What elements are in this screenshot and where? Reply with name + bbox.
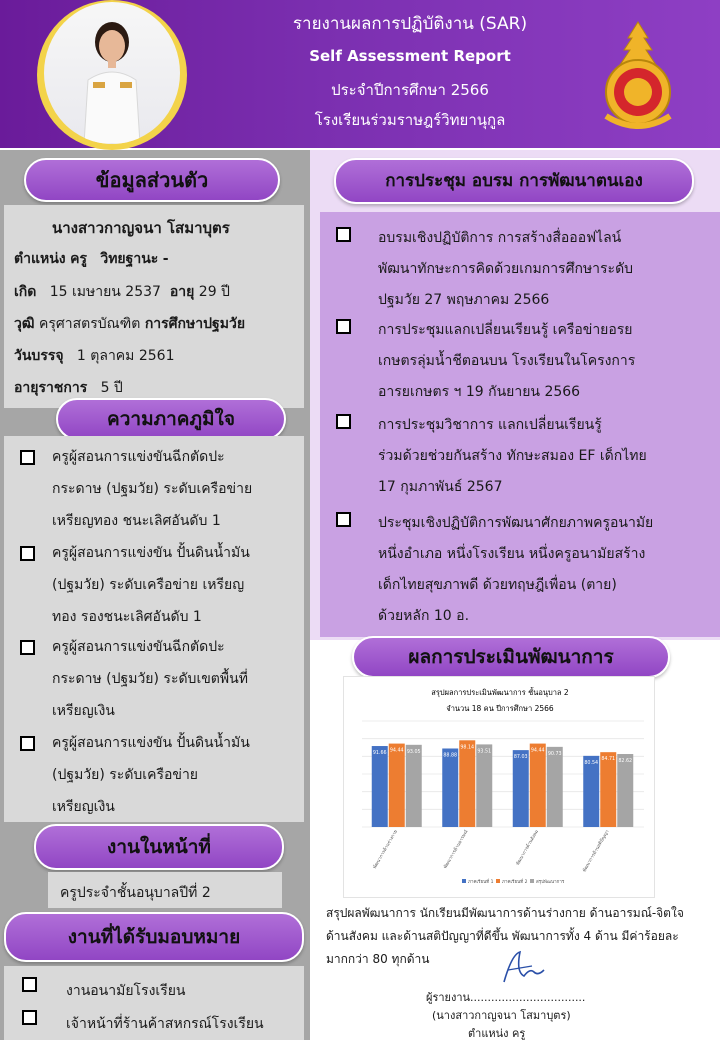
service-row: อายุราชการ 5 ปี [14,380,123,396]
pride-item-line: กระดาษ (ปฐมวัย) ระดับเขตพื้นที่ [52,671,248,687]
assessment-chart [343,676,655,898]
report-title-en: Self Assessment Report [309,47,511,65]
checkbox-bullet-icon [336,227,351,242]
legend-label: สรุปพัฒนาการ [536,880,565,885]
school-name: โรงเรียนร่วมราษฎร์วิทยานุกูล [314,111,506,129]
position-row: ตำแหน่ง ครู วิทยฐานะ - [14,251,169,267]
summary-line: มากกว่า 80 ทุกด้าน [326,952,430,966]
legend-swatch [530,879,534,883]
summary-line: ด้านสังคม และด้านสติปัญญาที่ดีขึ้น พัฒนาการทั้ง 4 ด้าน มีค่าร้อยละ [326,929,679,943]
chart-data-label: 90.73 [547,751,562,757]
checkbox-bullet-icon [20,640,35,655]
pride-item-line: ครูผู้สอนการแข่งขัน ปั้นดินน้ำมัน [52,545,250,561]
academic-year: ประจำปีการศึกษา 2566 [331,81,489,99]
section-personal-heading: ข้อมูลส่วนตัว [24,158,280,202]
checkbox-bullet-icon [20,546,35,561]
training-item-line: อารยเกษตร ฯ 19 กันยายน 2566 [378,384,581,400]
chart-data-label: 93.51 [477,749,492,755]
legend-label: ภาคเรียนที่ 1 [468,880,494,885]
report-title: รายงานผลการปฏิบัติงาน (SAR) [292,14,528,34]
pride-item-line: เหรียญเงิน [52,703,115,719]
section-duty-heading: งานในหน้าที่ [34,824,284,870]
chart-bar [513,750,529,827]
training-item-line: การประชุมวิชาการ แลกเปลี่ยนเรียนรู้ [378,417,602,433]
assigned-item-2: เจ้าหน้าที่ร้านค้าสหกรณ์โรงเรียน [66,1016,264,1032]
chart-data-label: 88.88 [443,753,458,759]
legend-label: ภาคเรียนที่ 2 [502,880,528,885]
chart-data-label: 94.44 [530,748,545,754]
reporter-label: ผู้รายงาน................................. [426,991,586,1004]
summary-line: สรุปผลพัฒนาการ นักเรียนมีพัฒนาการด้านร่างกาย ด้านอารมณ์-จิตใจ [326,906,684,920]
training-item-line: ด้วยหลัก 10 อ. [378,608,470,624]
pride-item-line: ครูผู้สอนการแข่งขัน ปั้นดินน้ำมัน [52,735,250,751]
checkbox-bullet-icon [336,319,351,334]
checkbox-bullet-icon [20,450,35,465]
checkbox-bullet-icon [22,977,37,992]
checkbox-bullet-icon [22,1010,37,1025]
chart-title: สรุปผลการประเมินพัฒนาการ ชั้นอนุบาล 2 [431,688,569,697]
chart-data-label: 87.03 [513,755,528,761]
pride-item-line: (ปฐมวัย) ระดับเครือข่าย [52,767,199,783]
section-assessment-heading: ผลการประเมินพัฒนาการ [352,636,670,678]
training-item-line: พัฒนาทักษะการคิดด้วยเกมการศึกษาระดับ [378,261,634,277]
reporter-position: ตำแหน่ง ครู [468,1027,526,1040]
chart-bar [583,756,599,827]
training-item-line: เกษตรลุ่มน้ำชีตอนบน โรงเรียนในโครงการ [378,353,636,369]
chart-category-label: พัฒนาการด้านสติปัญญา [582,829,611,874]
chart-data-label: 80.54 [584,760,599,766]
chart-category-label: พัฒนาการด้านร่างกาย [372,829,399,870]
checkbox-bullet-icon [336,414,351,429]
duty-text: ครูประจำชั้นอนุบาลปีที่ 2 [60,885,211,901]
pride-item-line: ทอง รองชนะเลิศอันดับ 1 [52,609,202,625]
section-pride-heading: ความภาคภูมิใจ [56,398,286,440]
legend-swatch [462,879,466,883]
chart-category-label: พัฒนาการด้านอารมณ์ [443,829,470,870]
assigned-item-1: งานอนามัยโรงเรียน [66,983,186,999]
reporter-name: (นางสาวกาญจนา โสมาบุตร) [432,1009,571,1022]
chart-bar [389,744,405,827]
school-emblem-icon [588,20,688,132]
training-item-line: การประชุมแลกเปลี่ยนเรียนรู้ เครือข่ายอรย [378,322,633,338]
pride-item-line: เหรียญทอง ชนะเลิศอันดับ 1 [52,513,221,529]
birth-row: เกิด 15 เมษายน 2537 อายุ 29 ปี [14,284,230,300]
chart-subtitle: จำนวน 18 คน ปีการศึกษา 2566 [446,704,554,713]
chart-bar [476,744,492,827]
training-item-line: อบรมเชิงปฏิบัติการ การสร้างสื่อออฟไลน์ [378,230,622,246]
chart-bar [406,745,422,827]
chart-bar [530,744,546,827]
chart-data-label: 94.44 [389,748,404,754]
signature-icon [498,948,548,988]
training-item-line: ปฐมวัย 27 พฤษภาคม 2566 [378,292,550,308]
training-item-line: หนึ่งอำเภอ หนึ่งโรงเรียน หนึ่งครูอนามัยสร้าง [378,546,646,562]
teacher-name: นางสาวกาญจนา โสมาบุตร [52,219,230,237]
checkbox-bullet-icon [20,736,35,751]
pride-item-line: เหรียญเงิน [52,799,115,815]
chart-data-label: 93.05 [406,749,421,755]
chart-data-label: 98.14 [460,745,475,751]
pride-item-line: (ปฐมวัย) ระดับเครือข่าย เหรียญ [52,577,245,593]
section-training-heading: การประชุม อบรม การพัฒนาตนเอง [334,158,694,204]
chart-bar [442,748,458,827]
pride-item-line: ครูผู้สอนการแข่งขันฉีกตัดปะ [52,449,225,465]
section-assigned-heading: งานที่ได้รับมอบหมาย [4,912,304,962]
chart-data-label: 84.71 [601,757,616,763]
chart-data-label: 91.66 [372,751,387,757]
teacher-photo [44,2,180,144]
chart-bar [547,747,563,827]
chart-bar [372,746,388,827]
degree-row: วุฒิ ครุศาสตรบัณฑิต การศึกษาปฐมวัย [14,316,246,332]
chart-bar [600,752,616,827]
training-item-line: 17 กุมภาพันธ์ 2567 [378,479,503,495]
training-item-line: ประชุมเชิงปฏิบัติการพัฒนาศักยภาพครูอนามัย [378,515,654,531]
chart-category-label: พัฒนาการด้านสังคม [515,829,540,867]
training-item-line: ร่วมด้วยช่วยกันสร้าง ทักษะสมอง EF เด็กไทย [378,448,647,464]
appoint-row: วันบรรจุ 1 ตุลาคม 2561 [14,348,175,364]
chart-canvas [344,677,656,899]
checkbox-bullet-icon [336,512,351,527]
pride-item-line: กระดาษ (ปฐมวัย) ระดับเครือข่าย [52,481,253,497]
chart-data-label: 82.62 [618,759,633,765]
training-item-line: เด็กไทยสุขภาพดี ด้วยทฤษฎีเพื่อน (ตาย) [378,577,617,593]
legend-swatch [496,879,500,883]
chart-bar [459,740,475,827]
pride-item-line: ครูผู้สอนการแข่งขันฉีกตัดปะ [52,639,225,655]
chart-bar [617,754,633,827]
